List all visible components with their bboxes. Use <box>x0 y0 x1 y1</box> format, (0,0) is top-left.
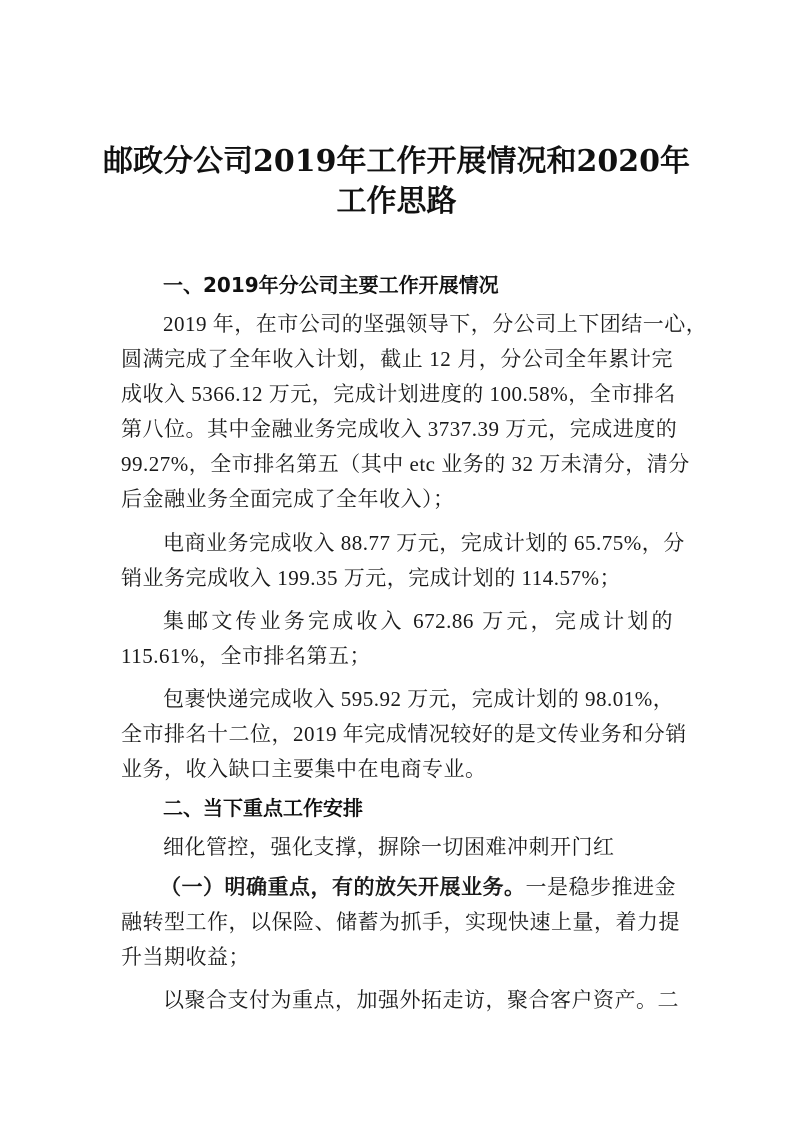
paragraph-line: 115.61%，全市排名第五； <box>121 644 371 668</box>
paragraph-line: 成收入 5366.12 万元，完成计划进度的 100.58%，全市排名 <box>121 382 676 406</box>
paragraph-line: 2019 年，在市公司的坚强领导下，分公司上下团结一心， <box>163 312 708 336</box>
subsection-1-text: 一是稳步推进金 <box>525 875 676 899</box>
section-2-heading: 二、当下重点工作安排 <box>163 796 363 820</box>
document-title-line-2: 工作思路 <box>336 184 457 219</box>
paragraph-line: 后金融业务全面完成了全年收入）； <box>121 487 455 511</box>
paragraph-line: 集邮文传业务完成收入 672.86 万元，完成计划的 <box>163 609 673 633</box>
paragraph-line: 99.27%，全市排名第五（其中 etc 业务的 32 万未清分，清分 <box>121 452 690 476</box>
paragraph-line: 以聚合支付为重点，加强外拓走访，聚合客户资产。二 <box>163 988 679 1012</box>
paragraph-line: 圆满完成了全年收入计划，截止 12 月，分公司全年累计完 <box>121 347 673 371</box>
slogan-line: 细化管控，强化支撑，摒除一切困难冲刺开门红 <box>163 835 615 859</box>
paragraph-line: 全市排名十二位，2019 年完成情况较好的是文传业务和分销 <box>121 722 687 746</box>
paragraph-line: 第八位。其中金融业务完成收入 3737.39 万元，完成进度的 <box>121 417 678 441</box>
subsection-1-first-line <box>160 872 676 902</box>
paragraph-line: 电商业务完成收入 88.77 万元，完成计划的 65.75%，分 <box>163 531 685 555</box>
subsection-1-lead: （一）明确重点，有的放矢开展业务。 <box>160 875 526 899</box>
paragraph-line: 业务，收入缺口主要集中在电商专业。 <box>121 757 487 781</box>
paragraph-line: 融转型工作，以保险、储蓄为抓手，实现快速上量，着力提 <box>121 910 680 934</box>
paragraph-line: 销业务完成收入 199.35 万元，完成计划的 114.57%； <box>121 566 621 590</box>
document-title-line-1: 邮政分公司2019年工作开展情况和2020年 <box>103 144 690 179</box>
paragraph-line: 包裹快递完成收入 595.92 万元，完成计划的 98.01%， <box>163 687 675 711</box>
paragraph-line: 升当期收益； <box>121 945 250 969</box>
section-1-heading: 一、2019年分公司主要工作开展情况 <box>163 273 499 297</box>
